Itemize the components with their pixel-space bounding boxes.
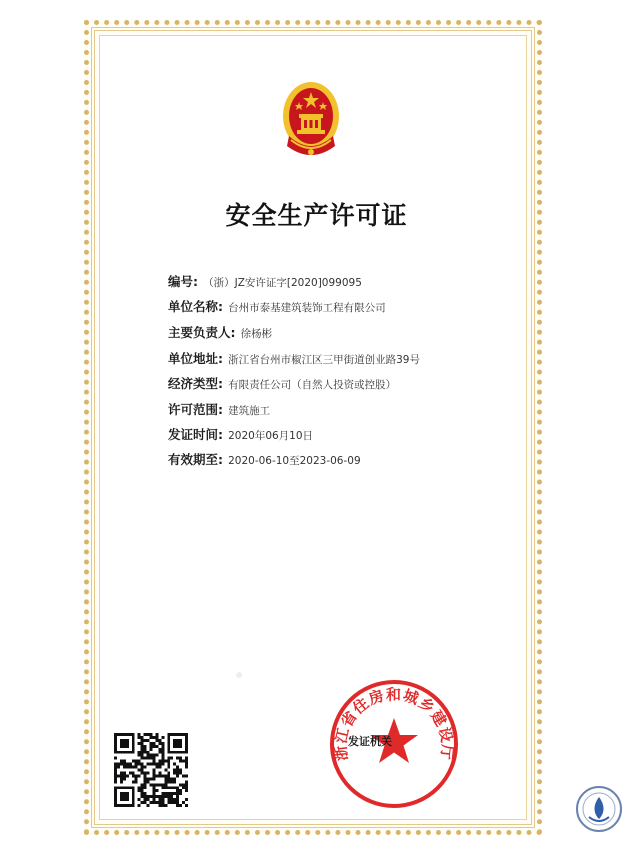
field-value: 徐杨彬 bbox=[240, 328, 273, 340]
watermark-logo-icon bbox=[575, 785, 623, 833]
field-label: 单位名称: bbox=[168, 299, 223, 314]
field-valid-until bbox=[168, 449, 361, 469]
field-economic-type bbox=[168, 373, 396, 393]
svg-text:浙江省住房和城乡建设厅: 浙江省住房和城乡建设厅 bbox=[331, 685, 457, 762]
field-value: 有限责任公司（自然人投资或控股） bbox=[228, 379, 397, 391]
field-label: 有效期至: bbox=[168, 452, 223, 467]
field-license-scope bbox=[168, 399, 270, 419]
field-address bbox=[168, 348, 420, 368]
field-value: 台州市泰基建筑装饰工程有限公司 bbox=[228, 302, 386, 314]
field-label: 单位地址: bbox=[168, 351, 223, 366]
issuer-caption: 发证机关 bbox=[348, 735, 392, 748]
qr-code-icon[interactable] bbox=[114, 733, 188, 807]
certificate-title: 安全生产许可证 bbox=[225, 201, 408, 230]
field-value: 2020年06月10日 bbox=[228, 430, 314, 442]
field-value: 建筑施工 bbox=[228, 405, 271, 417]
field-number bbox=[168, 271, 362, 291]
field-value: （浙）JZ安许证字[2020]099095 bbox=[203, 277, 362, 289]
field-company-name bbox=[168, 296, 386, 316]
field-value: 2020-06-10至2023-06-09 bbox=[228, 455, 361, 467]
field-label: 编号: bbox=[168, 274, 198, 289]
field-value: 浙江省台州市椒江区三甲街道创业路39号 bbox=[228, 354, 420, 366]
faint-dot bbox=[236, 672, 242, 678]
field-label: 发证时间: bbox=[168, 427, 223, 442]
field-principal bbox=[168, 322, 272, 342]
field-issue-date bbox=[168, 424, 313, 444]
field-label: 许可范围: bbox=[168, 402, 223, 417]
national-emblem-icon bbox=[281, 80, 341, 162]
field-label: 经济类型: bbox=[168, 376, 223, 391]
field-label: 主要负责人: bbox=[168, 325, 236, 340]
